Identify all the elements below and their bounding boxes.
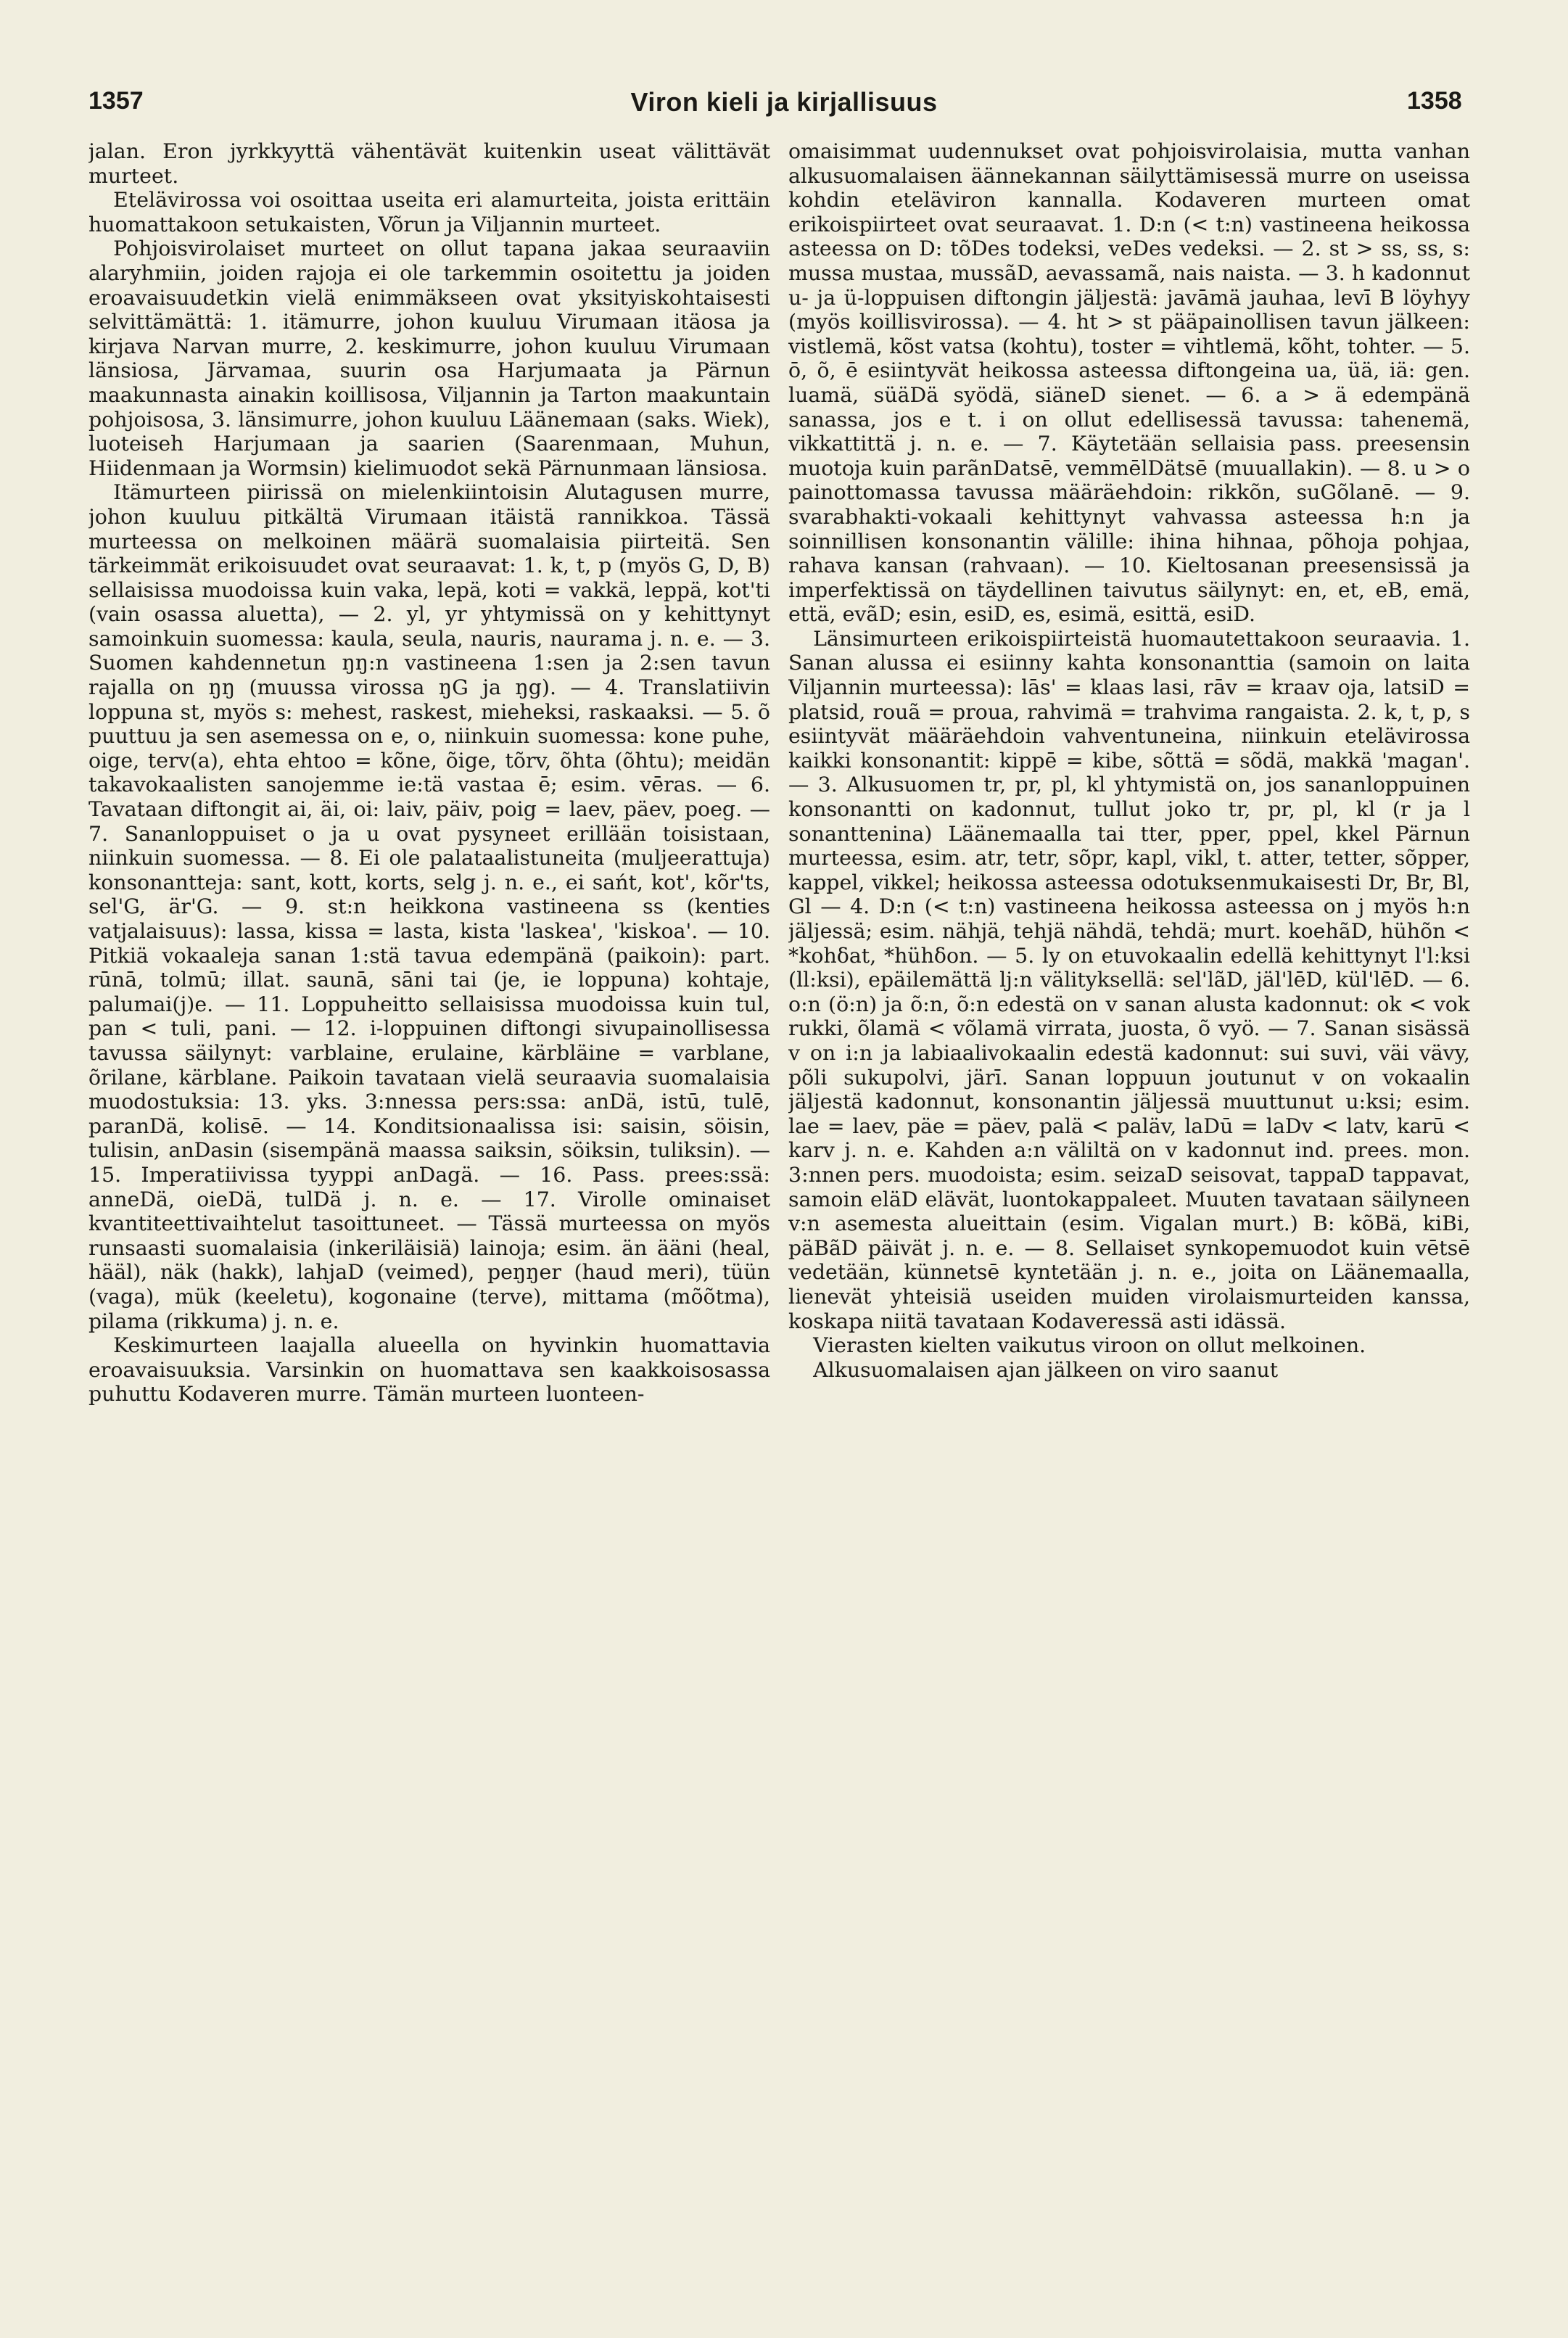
paragraph: Keskimurteen laajalla alueella on hyvinkin huomattavia eroavaisuuksia. Varsinkin on huomattava sen kaakkoisosassa puhuttu Kodaveren murre. Tämän murteen luonteen- xyxy=(88,1333,770,1407)
right-column xyxy=(788,139,1470,2308)
paragraph: Vierasten kielten vaikutus viroon on ollut melkoinen. xyxy=(813,1333,1366,1358)
page-number-right: 1358 xyxy=(1407,87,1462,115)
running-title: Viron kieli ja kirjallisuus xyxy=(630,87,938,117)
paragraph: Länsimurteen erikoispiirteistä huomautettakoon seuraavia. 1. Sanan alussa ei esiinny kahta konsonanttia (samoin on laita Viljannin murteessa): lās' = klaas lasi, rāv = kraav oja, latsiD = platsid, rouã = proua, rahvimä = trahvima rangaista. 2. k, t, p, s esiintyvät määräehdoin vahventuneina, niinkuin etelävirossa kaikki konsonantit: kippē = kibe, sõttä = sõdä, makkä 'magan'. — 3. Alkusuomen tr, pr, pl, kl yhtymistä on, jos sananloppuinen konsonantti on kadonnut, tullut joko tr, pr, pl, kl (r ja l sonanttenina) Läänemaalla tai tter, pper, ppel, kkel Pärnun murteessa, esim. atr, tetr, sõpr, kapl, vikl, t. atter, tetter, sõpper, kappel, vikkel; heikossa asteessa odotuksenmukaisesti Dr, Br, Bl, Gl — 4. D:n (< t:n) vastineena heikossa asteessa on j myös h:n jäljessä; esim. nähjä, tehjä nähdä, tehdä; murt. koehãD, hühõn < *kohδat, *hühδon. — 5. ly on etuvokaalin edellä kehittynyt l'l:ksi (ll:ksi), epäilemättä lj:n välityksellä: sel'lãD, jäl'lēD, kül'lēD. — 6. o:n (ö:n) ja õ:n, õ:n edestä on v sanan alusta kadonnut: ok < vok rukki, õlamä < võlamä virrata, juosta, õ vyö. — 7. Sanan sisässä v on i:n ja labiaalivokaalin edestä kadonnut: sui suvi, väi vävy, põli sukupolvi, järī. Sanan loppuun joutunut v on vokaalin jäljestä kadonnut, konsonantin jäljessä muuttunut u:ksi; esim. lae = laev, päe = päev, palä < paläv, laDū = laDv < latv, karū < karv j. n. e. Kahden a:n väliltä on v kadonnut ind. prees. mon. 3:nnen pers. muodoista; esim. seizaD seisovat, tappaD tappavat, samoin eläD elävät, luontokappaleet. Muuten tavataan säilyneen v:n asemesta alueittain (esim. Vigalan murt.) B: kõBä, kiBi, päBãD päivät j. n. e. — 8. Sellaiset synkopemuodot kuin vētsē vedetään, künnetsē kyntetään j. n. e., joita on Läänemaalla, lienevät yhteisiä useiden muiden virolaismurteiden kanssa, koskapa niitä tavataan Kodaveressä asti idässä. xyxy=(788,626,1470,1333)
paragraph: Etelävirossa voi osoittaa useita eri alamurteita, joista erittäin huomattakoon setukaisten, Võrun ja Viljannin murteet. xyxy=(88,188,770,236)
paragraph: Itämurteen piirissä on mielenkiintoisin Alutagusen murre, johon kuuluu pitkältä Virumaan itäistä rannikkoa. Tässä murteessa on melkoinen määrä suomalaisia piirteitä. Sen tärkeimmät erikoisuudet ovat seuraavat: 1. k, t, p (myös G, D, B) sellaisissa muodoissa kuin vaka, lepä, koti = vakkä, leppä, kot'ti (vain osassa aluetta), — 2. yl, yr yhtymissä on y kehittynyt samoinkuin suomessa: kaula, seula, nauris, naurama j. n. e. — 3. Suomen kahdennetun ŋŋ:n vastineena 1:sen ja 2:sen tavun rajalla on ŋŋ (muussa virossa ŋG ja ŋg). — 4. Translatiivin loppuna st, myös s: mehest, raskest, mieheksi, raskaaksi. — 5. õ puuttuu ja sen asemessa on e, o, niinkuin suomessa: kone puhe, oige, terv(a), ehta ehtoo = kõne, õige, tõrv, õhta (õhtu); meidän takavokaalisten sanojemme ie:tä vastaa ē; esim. vēras. — 6. Tavataan diftongit ai, äi, oi: laiv, päiv, poig = laev, päev, poeg. — 7. Sananloppuiset o ja u ovat pysyneet erillään toisistaan, niinkuin suomessa. — 8. Ei ole palataalistuneita (muljeerattuja) konsonantteja: sant, kott, korts, selg j. n. e., ei sańt, kot', kõr'ts, sel'G, är'G. — 9. st:n heikkona vastineena ss (kenties vatjalaisuus): lassa, kissa = lasta, kista 'laskea', 'kiskoa'. — 10. Pitkiä vokaaleja sanan 1:stä tavua edempänä (paikoin): part. rūnā, tolmū; illat. saunā, sāni tai (je, ie loppuna) kohtaje, palumai(j)e. — 11. Loppuheitto sellaisissa muodoissa kuin tul, pan < tuli, pani. — 12. i-loppuinen diftongi sivupainollisessa tavussa säilynyt: varblaine, erulaine, kärbläine = varblane, õrilane, kärblane. Paikoin tavataan vielä seuraavia suomalaisia muodostuksia: 13. yks. 3:nnessa pers:ssa: anDä, istū, tulē, paranDä, kolisē. — 14. Konditsionaalissa isi: saisin, söisin, tulisin, anDasin (sisempänä maassa saiksin, söiksin, tuliksin). — 15. Imperatiivissa tyyppi anDagä. — 16. Pass. prees:ssä: anneDä, oieDä, tulDä j. n. e. — 17. Virolle ominaiset kvantiteettivaihtelut tasoittuneet. — Tässä murteessa on myös runsaasti suomalaisia (inkeriläisiä) lainoja; esim. än ääni (heal, hääl), näk (hakk), lahjaD (veimed), peŋŋer (haud meri), tüün (vaga), mük (keeletu), kogonaine (terve), mittama (mõõtma), pilama (rikkuma) j. n. e. xyxy=(88,480,770,1333)
page-number-left: 1357 xyxy=(88,87,144,115)
paragraph: Alkusuomalaisen ajan jälkeen on viro saanut xyxy=(813,1357,1279,1382)
page-header xyxy=(0,87,1568,131)
paragraph: omaisimmat uudennukset ovat pohjoisvirolaisia, mutta vanhan alkusuomalaisen äännekannan säilyttämisessä murre on useissa kohdin eteläviron kannalla. Kodaveren murteen omat erikoispiirteet ovat seuraavat. 1. D:n (< t:n) vastineena heikossa asteessa on D: tõDes todeksi, veDes vedeksi. — 2. st > ss, ss, s: mussa mustaa, mussãD, aevassamã, nais naista. — 3. h kadonnut u- ja ü-loppuisen diftongin jäljestä: javāmä jauhaa, levī B löyhyy (myös koillisvirossa). — 4. ht > st pääpainollisen tavun jälkeen: vistlemä, kõst vatsa (kohtu), toster = vihtlemä, kõht, tohter. — 5. ō, õ, ē esiintyvät heikossa asteessa diftongeina ua, üä, iä: gen. luamä, süäDä syödä, siäneD sienet. — 6. a > ä edempänä sanassa, jos e t. i on ollut edellisessä tavussa: tahenemä, vikkattittä j. n. e. — 7. Käytetään sellaisia pass. preesensin muotoja kuin parãnDatsē, vemmēlDätsē (muuallakin). — 8. u > o painottomassa tavussa määräehdoin: rikkõn, suGõlanē. — 9. svarabhakti-vokaali kehittynyt vahvassa asteessa h:n ja soinnillisen konsonantin välille: ihina hihnaa, põhoja pohjaa, rahava kansan (rahvaan). — 10. Kieltosanan preesensissä ja imperfektissä on täydellinen taivutus säilynyt: en, et, eB, emä, että, evãD; esin, esiD, es, esimä, esittä, esiD. xyxy=(788,139,1470,627)
paragraph: jalan. Eron jyrkkyyttä vähentävät kuitenkin useat välittävät murteet. xyxy=(88,139,770,188)
paragraph: Pohjoisvirolaiset murteet on ollut tapana jakaa seuraaviin alaryhmiin, joiden rajoja ei ole tarkemmin osoitettu ja joiden eroavaisuudetkin vielä enimmäkseen ovat yksityiskohtaisesti selvittämättä: 1. itämurre, johon kuuluu Virumaan itäosa ja kirjava Narvan murre, 2. keskimurre, johon kuuluu Virumaan länsiosa, Järvamaa, suurin osa Harjumaata ja Pärnun maakunnasta ainakin koillisosa, Viljannin ja Tarton maakuntain pohjoisosa, 3. länsimurre, johon kuuluu Läänemaan (saks. Wiek), luoteiseh Harjumaan ja saarien (Saarenmaan, Muhun, Hiidenmaan ja Wormsin) kielimuodot sekä Pärnunmaan länsiosa. xyxy=(88,236,770,480)
left-column xyxy=(88,139,770,2308)
column-divider xyxy=(779,139,780,2308)
